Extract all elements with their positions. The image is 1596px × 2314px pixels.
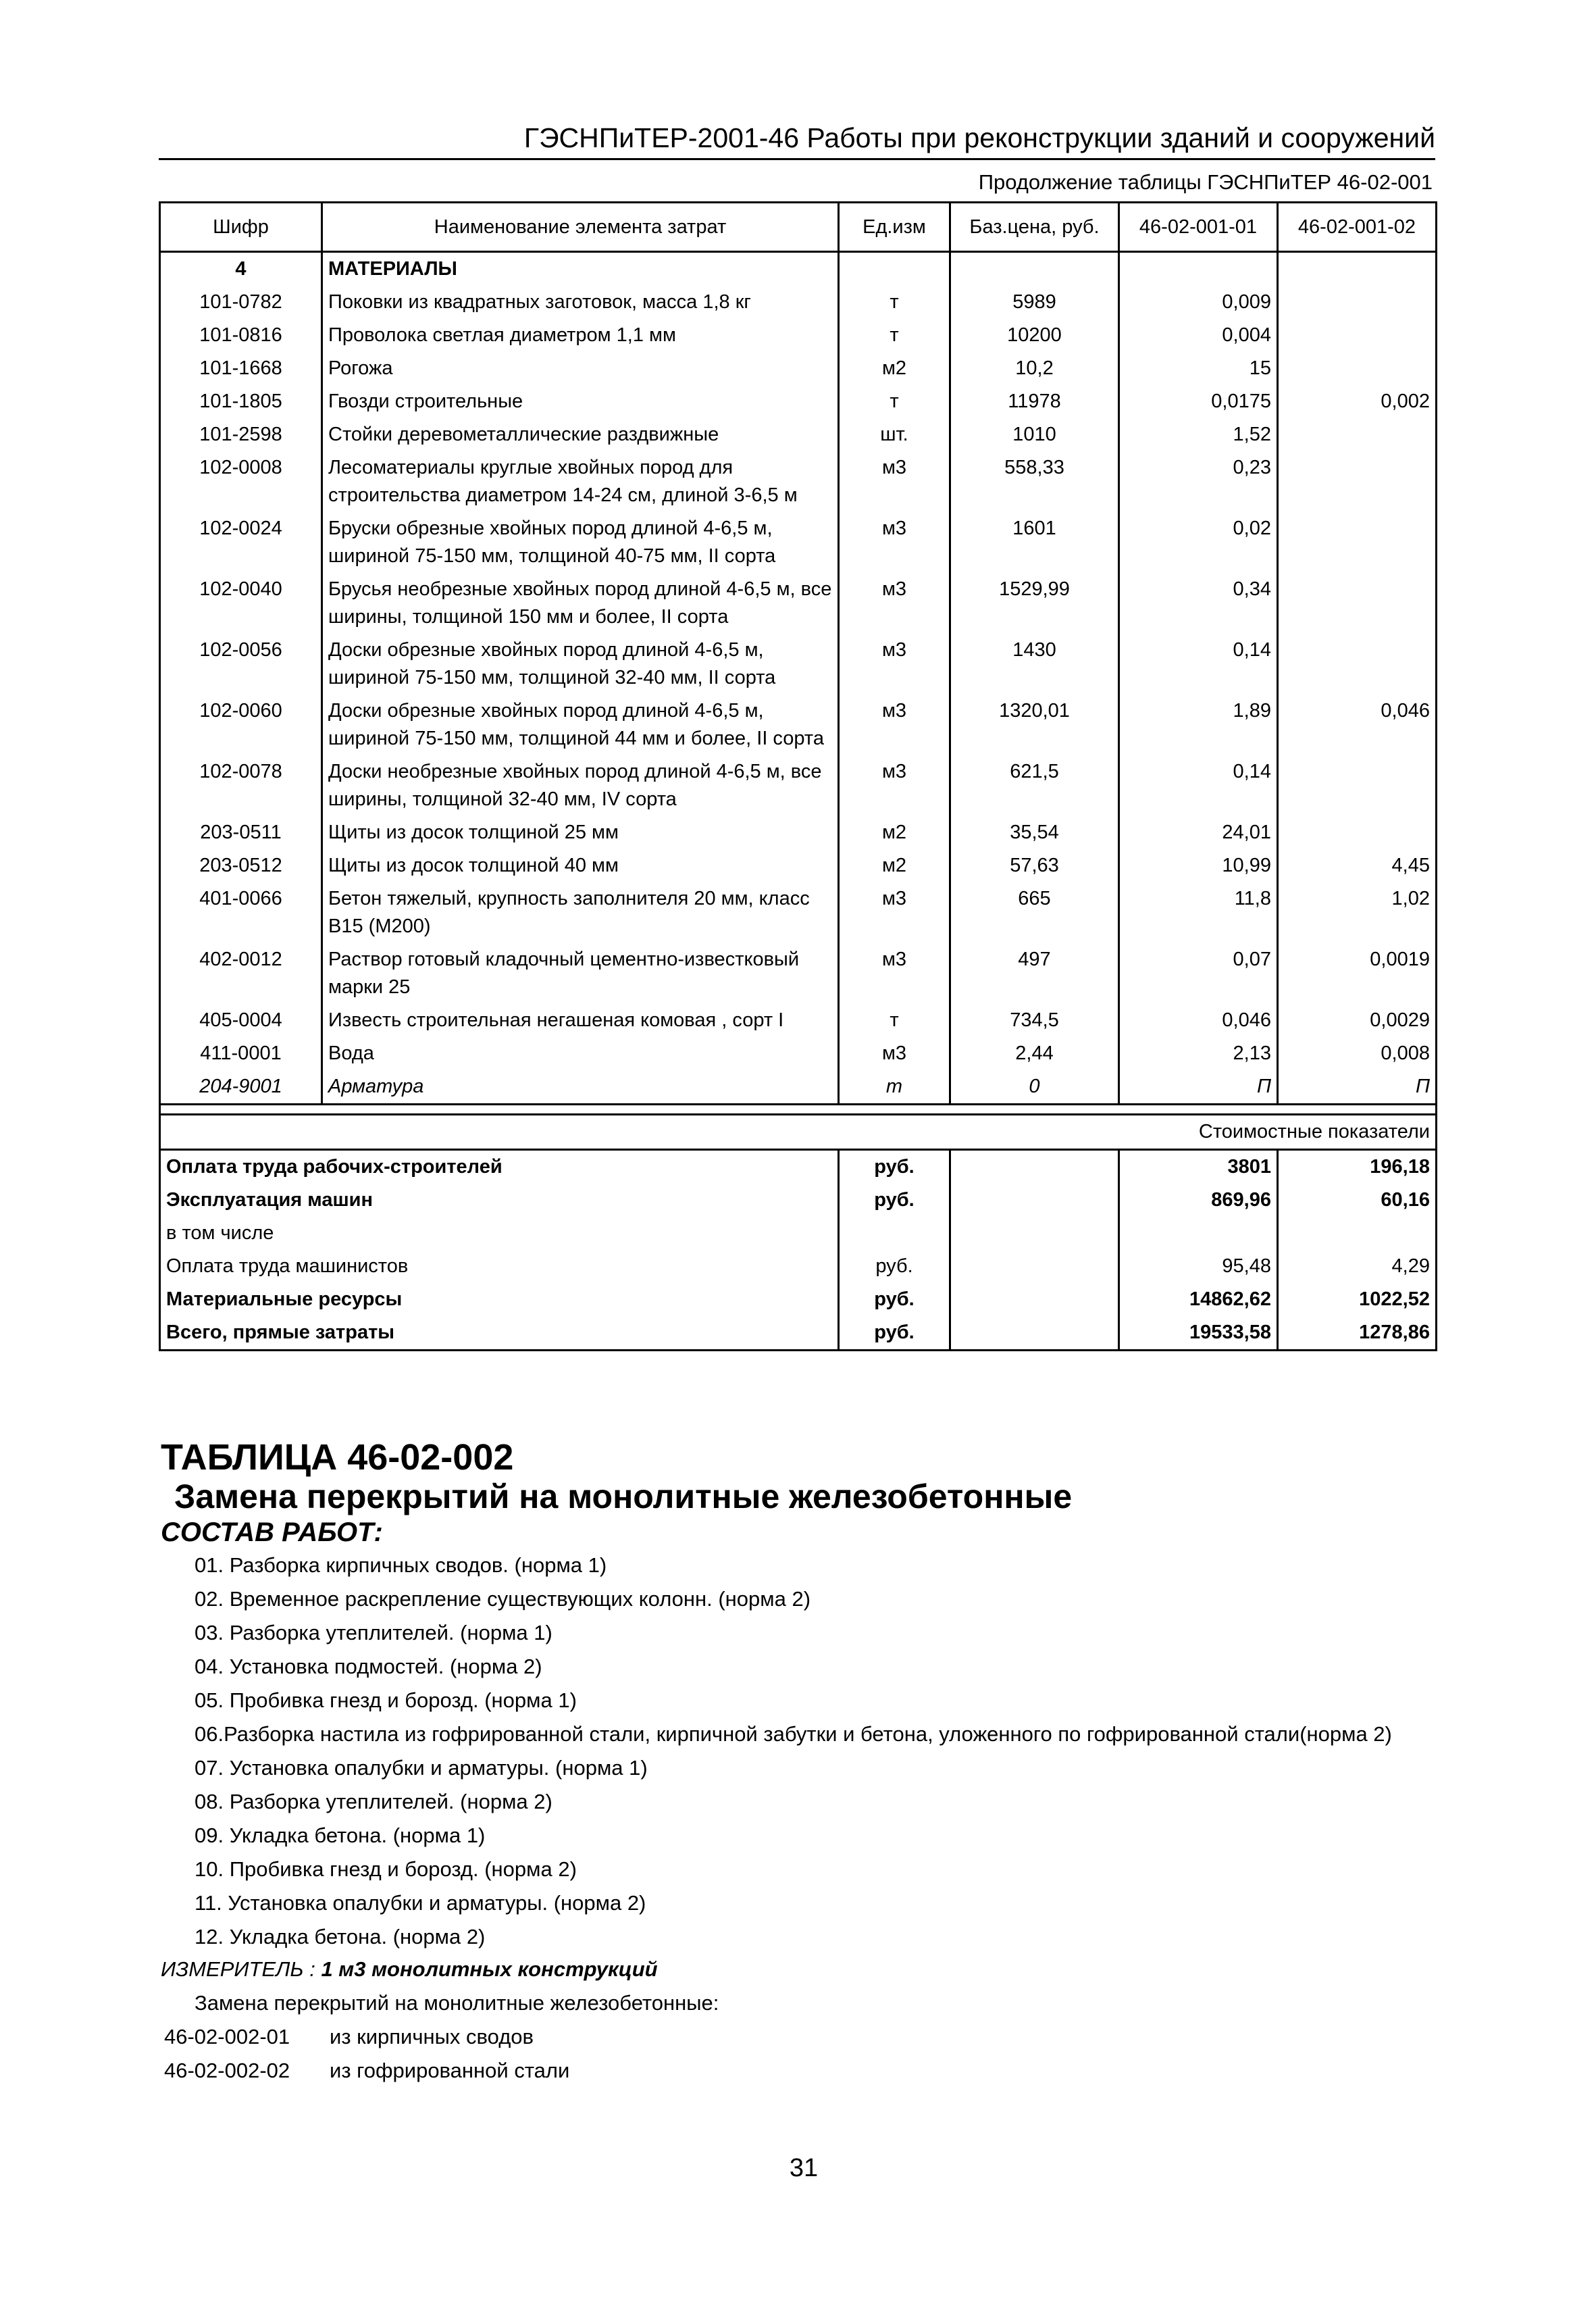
armature-row (160, 1070, 1437, 1105)
summary-unit: руб. (839, 1316, 950, 1351)
material-row (160, 695, 1437, 755)
material-name: Стойки деревометаллические раздвижные (322, 418, 839, 451)
material-price: 621,5 (950, 755, 1119, 816)
material-code: 102-0008 (160, 451, 322, 512)
page-number: 31 (789, 2154, 819, 2182)
material-unit: м3 (839, 695, 950, 755)
material-norm-02 (1278, 573, 1437, 634)
material-unit: м3 (839, 1037, 950, 1070)
material-price: 497 (950, 943, 1119, 1004)
material-row (160, 1004, 1437, 1037)
summary-norm-01: 95,48 (1119, 1250, 1278, 1283)
work-item: 08. Разборка утеплителей. (норма 2) (195, 1790, 552, 1813)
material-norm-02 (1278, 286, 1437, 319)
variants-list (164, 2020, 569, 2088)
summary-unit: руб. (839, 1250, 950, 1283)
material-name: Брусья необрезные хвойных пород длиной 4-6,5 м, все ширины, толщиной 150 мм и более, II сорта (322, 573, 839, 634)
armature-price: 0 (950, 1070, 1119, 1105)
material-row (160, 849, 1437, 882)
material-norm-02 (1278, 755, 1437, 816)
material-norm-01: 0,07 (1119, 943, 1278, 1004)
material-name: Гвозди строительные (322, 385, 839, 418)
summary-norm-02: 1022,52 (1278, 1283, 1437, 1316)
material-price: 558,33 (950, 451, 1119, 512)
material-code: 101-2598 (160, 418, 322, 451)
material-price: 11978 (950, 385, 1119, 418)
material-norm-02 (1278, 319, 1437, 352)
summary-unit: руб. (839, 1150, 950, 1184)
work-item: 01. Разборка кирпичных сводов. (норма 1) (195, 1553, 607, 1577)
material-norm-01: 11,8 (1119, 882, 1278, 943)
col-header-norm-01: 46-02-001-01 (1119, 203, 1278, 252)
material-norm-01: 0,009 (1119, 286, 1278, 319)
material-price: 57,63 (950, 849, 1119, 882)
summary-label: Материальные ресурсы (160, 1283, 839, 1316)
material-unit: м3 (839, 451, 950, 512)
material-row (160, 418, 1437, 451)
variant-row (164, 2054, 569, 2088)
material-unit: м2 (839, 849, 950, 882)
variant-text: из кирпичных сводов (330, 2025, 534, 2048)
material-code: 102-0060 (160, 695, 322, 755)
material-norm-01: 24,01 (1119, 816, 1278, 849)
material-code: 203-0511 (160, 816, 322, 849)
running-header: ГЭСНПиТЕР-2001-46 Работы при реконструкции зданий и сооружений (159, 120, 1435, 160)
summary-label: Эксплуатация машин (160, 1184, 839, 1217)
table-title: ТАБЛИЦА 46-02-002 (161, 1437, 514, 1478)
material-row (160, 573, 1437, 634)
indicators-row (160, 1115, 1437, 1150)
work-item: 06.Разборка настила из гофрированной стали, кирпичной забутки и бетона, уложенного по гофрированной стали(норма 2) (195, 1722, 1392, 1746)
summary-unit: руб. (839, 1283, 950, 1316)
material-code: 402-0012 (160, 943, 322, 1004)
summary-price-empty (950, 1150, 1119, 1184)
material-unit: м2 (839, 816, 950, 849)
summary-label: Оплата труда рабочих-строителей (160, 1150, 839, 1184)
works-list (195, 1549, 1392, 1954)
material-code: 401-0066 (160, 882, 322, 943)
material-norm-01: 1,52 (1119, 418, 1278, 451)
armature-norm-02: П (1278, 1070, 1437, 1105)
summary-norm-01: 14862,62 (1119, 1283, 1278, 1316)
replace-note: Замена перекрытий на монолитные железобетонные: (195, 1991, 719, 2015)
summary-unit (839, 1217, 950, 1250)
material-price: 1601 (950, 512, 1119, 573)
material-price: 5989 (950, 286, 1119, 319)
material-norm-02: 0,008 (1278, 1037, 1437, 1070)
material-row (160, 385, 1437, 418)
measure-label: ИЗМЕРИТЕЛЬ : (161, 1957, 315, 1981)
material-name: Поковки из квадратных заготовок, масса 1,8 кг (322, 286, 839, 319)
material-norm-02 (1278, 352, 1437, 385)
material-price: 1430 (950, 634, 1119, 695)
variant-row (164, 2020, 569, 2054)
material-code: 102-0056 (160, 634, 322, 695)
material-price: 35,54 (950, 816, 1119, 849)
material-name: Щиты из досок толщиной 25 мм (322, 816, 839, 849)
material-code: 102-0078 (160, 755, 322, 816)
material-name: Бруски обрезные хвойных пород длиной 4-6,5 м, шириной 75-150 мм, толщиной 40-75 мм, II сорта (322, 512, 839, 573)
summary-norm-01: 869,96 (1119, 1184, 1278, 1217)
material-row (160, 319, 1437, 352)
material-norm-02 (1278, 418, 1437, 451)
material-unit: м2 (839, 352, 950, 385)
table-subtitle: Замена перекрытий на монолитные железобетонные (174, 1478, 1073, 1515)
material-unit: т (839, 286, 950, 319)
section-name: МАТЕРИАЛЫ (322, 252, 839, 286)
material-code: 101-0782 (160, 286, 322, 319)
material-row (160, 943, 1437, 1004)
material-row (160, 352, 1437, 385)
material-norm-01: 0,14 (1119, 634, 1278, 695)
material-unit: м3 (839, 943, 950, 1004)
work-item: 03. Разборка утеплителей. (норма 1) (195, 1621, 552, 1644)
table-continuation-note: Продолжение таблицы ГЭСНПиТЕР 46-02-001 (978, 170, 1433, 194)
section-row (160, 252, 1437, 286)
material-row (160, 816, 1437, 849)
material-price: 10200 (950, 319, 1119, 352)
material-norm-01: 15 (1119, 352, 1278, 385)
material-norm-02: 0,046 (1278, 695, 1437, 755)
work-item: 09. Укладка бетона. (норма 1) (195, 1823, 486, 1847)
summary-norm-02: 60,16 (1278, 1184, 1437, 1217)
material-code: 102-0024 (160, 512, 322, 573)
material-row (160, 634, 1437, 695)
material-unit: т (839, 385, 950, 418)
work-item: 05. Пробивка гнезд и борозд. (норма 1) (195, 1688, 577, 1712)
work-item: 11. Установка опалубки и арматуры. (норма 2) (195, 1891, 646, 1915)
summary-price-empty (950, 1283, 1119, 1316)
summary-label: Всего, прямые затраты (160, 1316, 839, 1351)
material-unit: т (839, 1004, 950, 1037)
summary-row (160, 1283, 1437, 1316)
summary-row (160, 1316, 1437, 1351)
material-unit: м3 (839, 882, 950, 943)
col-header-price: Баз.цена, руб. (950, 203, 1119, 252)
measure-value: 1 м3 монолитных конструкций (321, 1957, 658, 1981)
work-item: 10. Пробивка гнезд и борозд. (норма 2) (195, 1857, 577, 1881)
summary-label: в том числе (160, 1217, 839, 1250)
armature-unit: т (839, 1070, 950, 1105)
summary-price-empty (950, 1217, 1119, 1250)
material-norm-02 (1278, 451, 1437, 512)
material-norm-02: 0,0029 (1278, 1004, 1437, 1037)
work-item: 12. Укладка бетона. (норма 2) (195, 1925, 486, 1948)
material-unit: м3 (839, 755, 950, 816)
material-name: Доски обрезные хвойных пород длиной 4-6,5 м, шириной 75-150 мм, толщиной 32-40 мм, II сорта (322, 634, 839, 695)
work-item: 04. Установка подмостей. (норма 2) (195, 1655, 542, 1678)
col-header-unit: Ед.изм (839, 203, 950, 252)
material-unit: м3 (839, 634, 950, 695)
material-code: 101-1805 (160, 385, 322, 418)
table-header-row (160, 203, 1437, 252)
summary-label: Оплата труда машинистов (160, 1250, 839, 1283)
material-norm-02: 0,002 (1278, 385, 1437, 418)
indicators-caption: Стоимостные показатели (160, 1115, 1437, 1150)
material-code: 203-0512 (160, 849, 322, 882)
material-name: Щиты из досок толщиной 40 мм (322, 849, 839, 882)
summary-norm-01 (1119, 1217, 1278, 1250)
material-norm-02 (1278, 634, 1437, 695)
section-code: 4 (160, 252, 322, 286)
summary-norm-02 (1278, 1217, 1437, 1250)
material-code: 102-0040 (160, 573, 322, 634)
work-item: 02. Временное раскрепление существующих колонн. (норма 2) (195, 1587, 811, 1611)
material-row (160, 882, 1437, 943)
summary-norm-01: 19533,58 (1119, 1316, 1278, 1351)
material-norm-01: 0,0175 (1119, 385, 1278, 418)
material-norm-01: 0,23 (1119, 451, 1278, 512)
material-norm-02 (1278, 816, 1437, 849)
material-code: 405-0004 (160, 1004, 322, 1037)
summary-norm-02: 4,29 (1278, 1250, 1437, 1283)
armature-name: Арматура (322, 1070, 839, 1105)
material-norm-02 (1278, 512, 1437, 573)
gap-row (160, 1105, 1437, 1115)
material-norm-01: 10,99 (1119, 849, 1278, 882)
material-name: Проволока светлая диаметром 1,1 мм (322, 319, 839, 352)
armature-code: 204-9001 (160, 1070, 322, 1105)
works-heading: СОСТАВ РАБОТ: (161, 1517, 383, 1547)
material-name: Бетон тяжелый, крупность заполнителя 20 мм, класс В15 (М200) (322, 882, 839, 943)
material-code: 411-0001 (160, 1037, 322, 1070)
summary-price-empty (950, 1184, 1119, 1217)
summary-unit: руб. (839, 1184, 950, 1217)
material-row (160, 451, 1437, 512)
variant-code: 46-02-002-02 (164, 2059, 290, 2082)
material-norm-02: 0,0019 (1278, 943, 1437, 1004)
col-header-name: Наименование элемента затрат (322, 203, 839, 252)
summary-norm-02: 196,18 (1278, 1150, 1437, 1184)
material-norm-01: 0,14 (1119, 755, 1278, 816)
material-row (160, 286, 1437, 319)
material-row (160, 755, 1437, 816)
material-price: 1529,99 (950, 573, 1119, 634)
material-price: 1320,01 (950, 695, 1119, 755)
material-name: Доски необрезные хвойных пород длиной 4-6,5 м, все ширины, толщиной 32-40 мм, IV сорта (322, 755, 839, 816)
summary-row (160, 1150, 1437, 1184)
summary-norm-01: 3801 (1119, 1150, 1278, 1184)
material-row (160, 512, 1437, 573)
material-name: Известь строительная негашеная комовая , сорт I (322, 1004, 839, 1037)
work-item: 07. Установка опалубки и арматуры. (норма 1) (195, 1756, 648, 1780)
material-norm-02: 1,02 (1278, 882, 1437, 943)
variant-text: из гофрированной стали (330, 2059, 570, 2082)
material-norm-01: 1,89 (1119, 695, 1278, 755)
summary-row (160, 1217, 1437, 1250)
summary-row (160, 1184, 1437, 1217)
variant-code: 46-02-002-01 (164, 2025, 290, 2048)
material-price: 1010 (950, 418, 1119, 451)
material-unit: т (839, 319, 950, 352)
col-header-norm-02: 46-02-001-02 (1278, 203, 1437, 252)
material-row (160, 1037, 1437, 1070)
material-unit: м3 (839, 512, 950, 573)
material-unit: м3 (839, 573, 950, 634)
material-name: Рогожа (322, 352, 839, 385)
material-price: 665 (950, 882, 1119, 943)
material-name: Раствор готовый кладочный цементно-известковый марки 25 (322, 943, 839, 1004)
resource-table (159, 201, 1437, 1351)
material-norm-01: 2,13 (1119, 1037, 1278, 1070)
material-name: Вода (322, 1037, 839, 1070)
material-unit: шт. (839, 418, 950, 451)
armature-norm-01: П (1119, 1070, 1278, 1105)
material-norm-01: 0,02 (1119, 512, 1278, 573)
material-price: 10,2 (950, 352, 1119, 385)
material-price: 2,44 (950, 1037, 1119, 1070)
material-norm-01: 0,046 (1119, 1004, 1278, 1037)
material-name: Лесоматериалы круглые хвойных пород для строительства диаметром 14-24 см, длиной 3-6,5 м (322, 451, 839, 512)
summary-price-empty (950, 1316, 1119, 1351)
material-norm-02: 4,45 (1278, 849, 1437, 882)
col-header-code: Шифр (160, 203, 322, 252)
material-price: 734,5 (950, 1004, 1119, 1037)
measure-line (161, 1954, 658, 1985)
material-code: 101-1668 (160, 352, 322, 385)
material-name: Доски обрезные хвойных пород длиной 4-6,5 м, шириной 75-150 мм, толщиной 44 мм и более, II сорта (322, 695, 839, 755)
material-code: 101-0816 (160, 319, 322, 352)
summary-norm-02: 1278,86 (1278, 1316, 1437, 1351)
material-norm-01: 0,004 (1119, 319, 1278, 352)
summary-price-empty (950, 1250, 1119, 1283)
summary-row (160, 1250, 1437, 1283)
material-norm-01: 0,34 (1119, 573, 1278, 634)
